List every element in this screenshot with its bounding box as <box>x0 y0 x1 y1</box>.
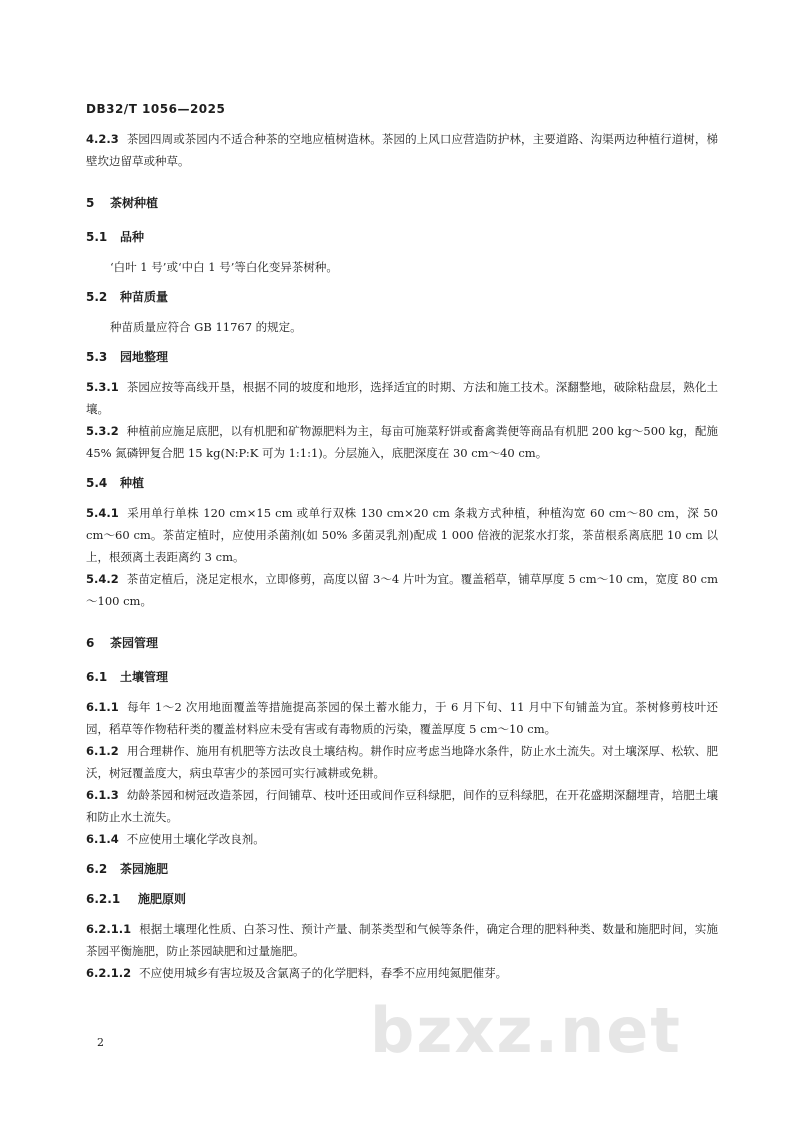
clause-text: 用合理耕作、施用有机肥等方法改良土壤结构。耕作时应考虑当地降水条件，防止水土流失。对土壤深厚、松软、肥沃，树冠覆盖度大，病虫草害少的茶园可实行减耕或免耕。 <box>86 744 718 780</box>
clause-text: 根据土壤理化性质、白茶习性、预计产量、制茶类型和气候等条件，确定合理的肥料种类、数量和施肥时间，实施茶园平衡施肥，防止茶园缺肥和过量施肥。 <box>86 922 718 958</box>
section-heading-6-1 <box>86 666 718 688</box>
clause-6-2-1-2 <box>86 962 718 984</box>
clause-number: 5.4.1 <box>86 506 119 520</box>
section-heading-5-4 <box>86 472 718 494</box>
clause-number: 6.1.3 <box>86 788 119 802</box>
clause-text: 茶园应按等高线开垦，根据不同的坡度和地形，选择适宜的时期、方法和施工技术。深翻整地，破除粘盘层，熟化土壤。 <box>86 380 718 416</box>
clause-number: 5.4.2 <box>86 572 119 586</box>
section-heading-5 <box>86 192 718 214</box>
clause-6-1-1 <box>86 696 718 740</box>
heading-number: 5 <box>86 196 95 210</box>
clause-number: 6.2.1.1 <box>86 922 132 936</box>
heading-title: 茶园管理 <box>110 636 159 650</box>
heading-title: 种植 <box>120 476 145 490</box>
heading-title: 品种 <box>120 230 145 244</box>
clause-number: 5.3.2 <box>86 424 119 438</box>
section-heading-5-2 <box>86 286 718 308</box>
clause-number: 6.2.1.2 <box>86 966 132 980</box>
clause-text: 不应使用土壤化学改良剂。 <box>126 832 265 846</box>
clause-5-4-2 <box>86 568 718 612</box>
heading-title: 施肥原则 <box>138 892 187 906</box>
heading-number: 5.1 <box>86 230 108 244</box>
clause-text: 采用单行单株 120 cm×15 cm 或单行双株 130 cm×20 cm 条栽方式种植，种植沟宽 60 cm～80 cm，深 50 cm～60 cm。茶苗定植时，应使用杀菌剂(如 50% 多菌灵乳剂)配成 1 000 倍液的泥浆水打浆，茶苗根系离底肥 10 cm 以上，根颈离土表距离约 3 cm。 <box>86 506 718 564</box>
section-heading-6 <box>86 632 718 654</box>
heading-number: 5.3 <box>86 350 108 364</box>
clause-number: 4.2.3 <box>86 132 119 146</box>
section-heading-5-1 <box>86 226 718 248</box>
section-heading-6-2-1 <box>86 888 718 910</box>
clause-text: 茶园四周或茶园内不适合种茶的空地应植树造林。茶园的上风口应营造防护林，主要道路、沟渠两边种植行道树，梯壁坎边留草或种草。 <box>86 132 718 168</box>
clause-5-4-1 <box>86 502 718 568</box>
clause-6-1-2 <box>86 740 718 784</box>
clause-5-3-2 <box>86 420 718 464</box>
clause-4-2-3 <box>86 128 718 172</box>
clause-number: 6.1.1 <box>86 700 119 714</box>
heading-number: 6.2 <box>86 862 108 876</box>
heading-title: 茶园施肥 <box>120 862 169 876</box>
heading-number: 6.1 <box>86 670 108 684</box>
section-heading-5-3 <box>86 346 718 368</box>
clause-number: 5.3.1 <box>86 380 119 394</box>
clause-text: 种植前应施足底肥，以有机肥和矿物源肥料为主，每亩可施菜籽饼或畜禽粪便等商品有机肥 200 kg～500 kg，配施 45% 氮磷钾复合肥 15 kg(N:P:K 可为 1:1:1)。分层施入，底肥深度在 30 cm～40 cm。 <box>86 424 718 460</box>
heading-number: 6.2.1 <box>86 892 121 906</box>
heading-title: 种苗质量 <box>120 290 169 304</box>
section-heading-6-2 <box>86 858 718 880</box>
heading-number: 5.2 <box>86 290 108 304</box>
page-number: 2 <box>97 1036 104 1049</box>
watermark: bzxz.net <box>370 994 682 1067</box>
paragraph-5-2: 种苗质量应符合 GB 11767 的规定。 <box>110 320 302 334</box>
heading-title: 园地整理 <box>120 350 169 364</box>
clause-text: 茶苗定植后，浇足定根水，立即修剪，高度以留 3～4 片叶为宜。覆盖稻草，铺草厚度 5 cm～10 cm，宽度 80 cm～100 cm。 <box>86 572 718 608</box>
paragraph-5-1: ‘白叶 1 号’或‘中白 1 号’等白化变异茶树种。 <box>110 260 338 274</box>
clause-number: 6.1.2 <box>86 744 119 758</box>
clause-6-2-1-1 <box>86 918 718 962</box>
clause-text: 不应使用城乡有害垃圾及含氯离子的化学肥料，春季不应用纯氮肥催芽。 <box>139 966 508 980</box>
heading-number: 5.4 <box>86 476 108 490</box>
clause-text: 每年 1～2 次用地面覆盖等措施提高茶园的保土蓄水能力，于 6 月下旬、11 月中下旬铺盖为宜。茶树修剪枝叶还园，稻草等作物秸秆类的覆盖材料应未受有害或有毒物质的污染，覆盖厚度 5 cm～10 cm。 <box>86 700 718 736</box>
heading-title: 土壤管理 <box>120 670 169 684</box>
standard-code: DB32/T 1056—2025 <box>86 102 226 116</box>
clause-text: 幼龄茶园和树冠改造茶园，行间铺草、枝叶还田或间作豆科绿肥，间作的豆科绿肥，在开花盛期深翻埋青，培肥土壤和防止水土流失。 <box>86 788 718 824</box>
clause-6-1-4 <box>86 828 718 850</box>
page-content <box>86 128 718 984</box>
heading-number: 6 <box>86 636 95 650</box>
clause-6-1-3 <box>86 784 718 828</box>
clause-5-3-1 <box>86 376 718 420</box>
heading-title: 茶树种植 <box>110 196 159 210</box>
clause-number: 6.1.4 <box>86 832 119 846</box>
